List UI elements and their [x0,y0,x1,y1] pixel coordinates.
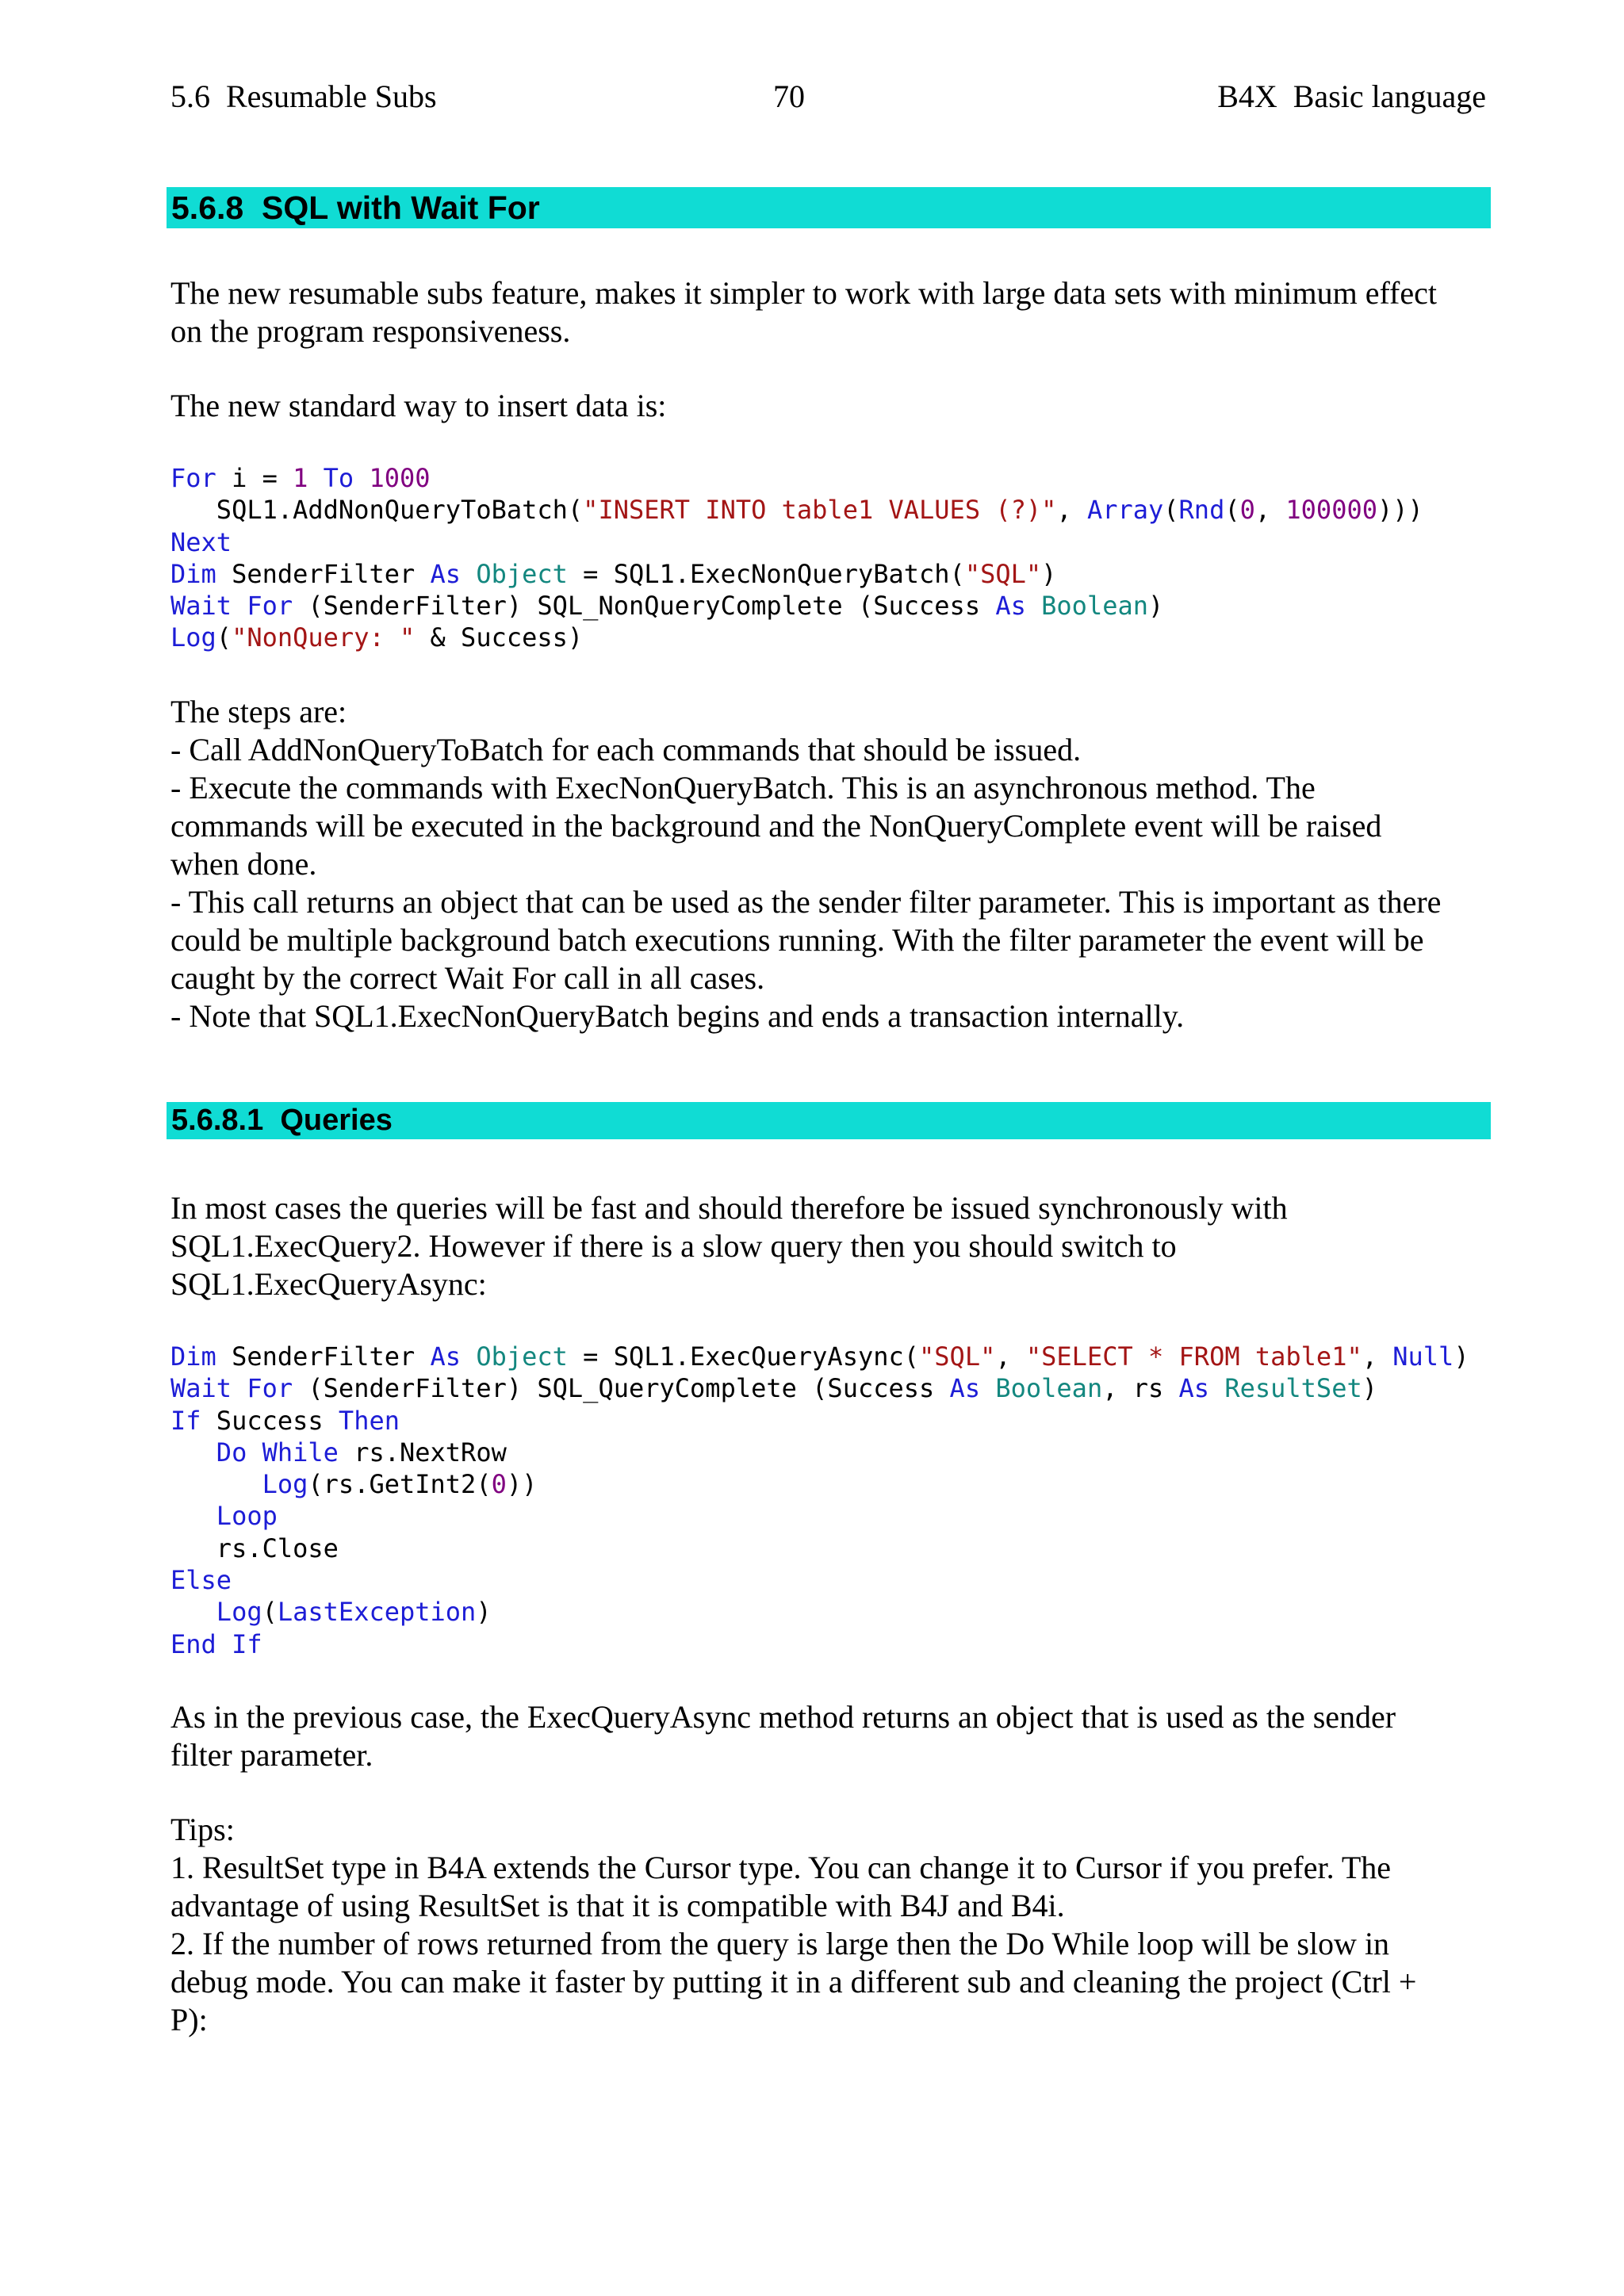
text-line: advantage of using ResultSet is that it is compatible with B4J and B4i. [170,1888,1065,1923]
text-line: P): [170,2002,208,2038]
code-token: rs.NextRow [338,1437,507,1468]
code-token: Else [170,1565,232,1596]
code-token: Wait For [170,591,293,622]
code-token: ResultSet [1224,1373,1362,1404]
code-token: Object [476,558,568,589]
code-line [170,1628,1469,1660]
code-token: = SQL1.ExecQueryAsync( [567,1341,920,1372]
code-line [170,494,1423,526]
code-line [170,1372,1469,1404]
code-line [170,1564,1469,1596]
after-code-paragraph [170,1698,1491,1774]
code-token: ) [1362,1373,1377,1404]
code-token: ( [262,1597,278,1628]
code-token: As [430,558,462,589]
code-token: Log [262,1469,308,1500]
code-token: ( [1224,495,1240,526]
subsection-heading: 5.6.8.1 Queries [167,1102,1491,1139]
page-number: 70 [773,78,805,114]
code-token: ) [1148,591,1164,622]
text-line: Tips: [170,1812,235,1847]
insert-intro-paragraph [170,387,1491,425]
code-token: (rs.GetInt2( [308,1469,492,1500]
text-line: filter parameter. [170,1737,373,1773]
code-token: Do While [216,1437,339,1468]
code-token: Log [170,622,216,653]
text-line: - Call AddNonQueryToBatch for each commands that should be issued. [170,732,1082,767]
text-line: 1. ResultSet type in B4A extends the Cursor type. You can change it to Cursor if you prefer. The [170,1850,1392,1885]
code-token: , [1362,1341,1393,1372]
code-line [170,1596,1469,1628]
tips-paragraph [170,1811,1491,2039]
code-token [980,1373,995,1403]
code-token: (SenderFilter) SQL_QueryComplete (Success [293,1373,950,1404]
code-token: 100000 [1285,495,1377,526]
header-section-title: 5.6 Resumable Subs [170,78,437,114]
code-token: "SQL" [919,1341,996,1372]
code-line [170,1533,1469,1564]
page-header [170,78,1486,117]
code-token: 0 [491,1469,507,1500]
code-token: As [949,1373,981,1404]
code-token: SQL1.AddNonQueryToBatch( [170,495,584,526]
code-token: ( [216,622,232,653]
code-token: Next [170,526,232,557]
text-line: on the program responsiveness. [170,313,571,349]
text-line: when done. [170,846,317,882]
code-token [308,463,323,493]
steps-paragraph [170,693,1491,1035]
text-line: 2. If the number of rows returned from the query is large then the Do While loop will be slow in [170,1926,1390,1961]
text-line: In most cases the queries will be fast and should therefore be issued synchronously with [170,1190,1288,1226]
code-line [170,622,1423,653]
code-token: Object [476,1341,568,1372]
code-line [170,1468,1469,1500]
code-token: (SenderFilter) SQL_NonQueryComplete (Success [293,591,996,622]
code-token: ) [1041,558,1057,589]
code-token: , rs [1102,1373,1179,1404]
header-book-title: B4X Basic language [1217,78,1486,114]
code-token: LastException [277,1597,477,1628]
code-token [170,1469,262,1499]
code-token: Null [1392,1341,1454,1372]
code-line [170,462,1423,494]
code-token: , [995,1341,1026,1372]
text-line: debug mode. You can make it faster by putting it in a different sub and cleaning the project (Ctrl + [170,1964,1417,1999]
code-token: Boolean [1041,591,1148,622]
code-token: ) [476,1597,492,1628]
code-block-query [170,1341,1469,1660]
text-line: could be multiple background batch executions running. With the filter parameter the event will be [170,922,1424,958]
code-line [170,1500,1469,1532]
code-token: ))) [1377,495,1423,526]
code-token: If [170,1405,201,1436]
code-token: For [170,463,216,493]
text-line: SQL1.ExecQueryAsync: [170,1266,487,1302]
code-token: Boolean [995,1373,1103,1404]
section-intro-paragraph [170,274,1491,350]
code-token: As [995,591,1026,622]
code-token: "INSERT INTO table1 VALUES (?)" [583,495,1057,526]
code-token: As [1178,1373,1210,1404]
code-token: Loop [216,1501,278,1532]
code-token [170,1501,216,1531]
text-line: The steps are: [170,694,347,729]
code-token: To [323,463,354,493]
text-line: - This call returns an object that can be used as the sender filter parameter. This is important as there [170,884,1442,920]
code-token: Success [201,1405,339,1436]
code-token: Rnd [1178,495,1225,526]
text-line: - Execute the commands with ExecNonQueryBatch. This is an asynchronous method. The [170,770,1316,806]
code-line [170,526,1423,558]
code-token: )) [506,1469,538,1500]
code-token: = SQL1.ExecNonQueryBatch( [567,558,965,589]
code-token: , [1056,495,1087,526]
code-token: "SELECT * FROM table1" [1025,1341,1362,1372]
code-token: 0 [1239,495,1255,526]
queries-intro-paragraph [170,1189,1491,1303]
code-token [170,1597,216,1627]
code-token: SenderFilter [216,1341,431,1372]
code-line [170,590,1423,622]
code-token: , [1254,495,1286,526]
code-token: Then [338,1405,400,1436]
text-line: commands will be executed in the background and the NonQueryComplete event will be raised [170,808,1382,844]
code-token [461,559,476,589]
code-token: Dim [170,1341,216,1372]
code-token: i = [216,463,293,493]
text-line: SQL1.ExecQuery2. However if there is a slow query then you should switch to [170,1228,1177,1264]
section-heading: 5.6.8 SQL with Wait For [167,187,1491,228]
code-line [170,1437,1469,1468]
code-line [170,558,1423,590]
text-line: - Note that SQL1.ExecNonQueryBatch begins and ends a transaction internally. [170,998,1185,1034]
code-token: Wait For [170,1373,293,1404]
code-token: Log [216,1597,262,1628]
code-token [1026,591,1041,621]
code-token: & Success) [415,622,584,653]
code-line [170,1405,1469,1437]
code-token: "SQL" [964,558,1042,589]
code-line [170,1341,1469,1372]
text-line: The new standard way to insert data is: [170,388,667,423]
code-token [170,1437,216,1468]
code-token: Dim [170,558,216,589]
code-block-insert [170,462,1423,654]
code-token: Array [1086,495,1164,526]
code-token: ) [1454,1341,1469,1372]
code-token: 1000 [369,463,431,493]
text-line: The new resumable subs feature, makes it simpler to work with large data sets with minimum effect [170,275,1437,311]
text-line: caught by the correct Wait For call in all cases. [170,960,765,996]
code-token: As [430,1341,462,1372]
code-token: rs.Close [170,1533,339,1563]
code-token: 1 [293,463,308,493]
code-token: ( [1163,495,1179,526]
code-token: End If [170,1628,262,1659]
code-token [354,463,369,493]
text-line: As in the previous case, the ExecQueryAsync method returns an object that is used as the sender [170,1699,1396,1735]
code-token [461,1341,476,1372]
code-token: "NonQuery: " [232,622,416,653]
code-token: SenderFilter [216,558,431,589]
code-token [1209,1373,1224,1403]
